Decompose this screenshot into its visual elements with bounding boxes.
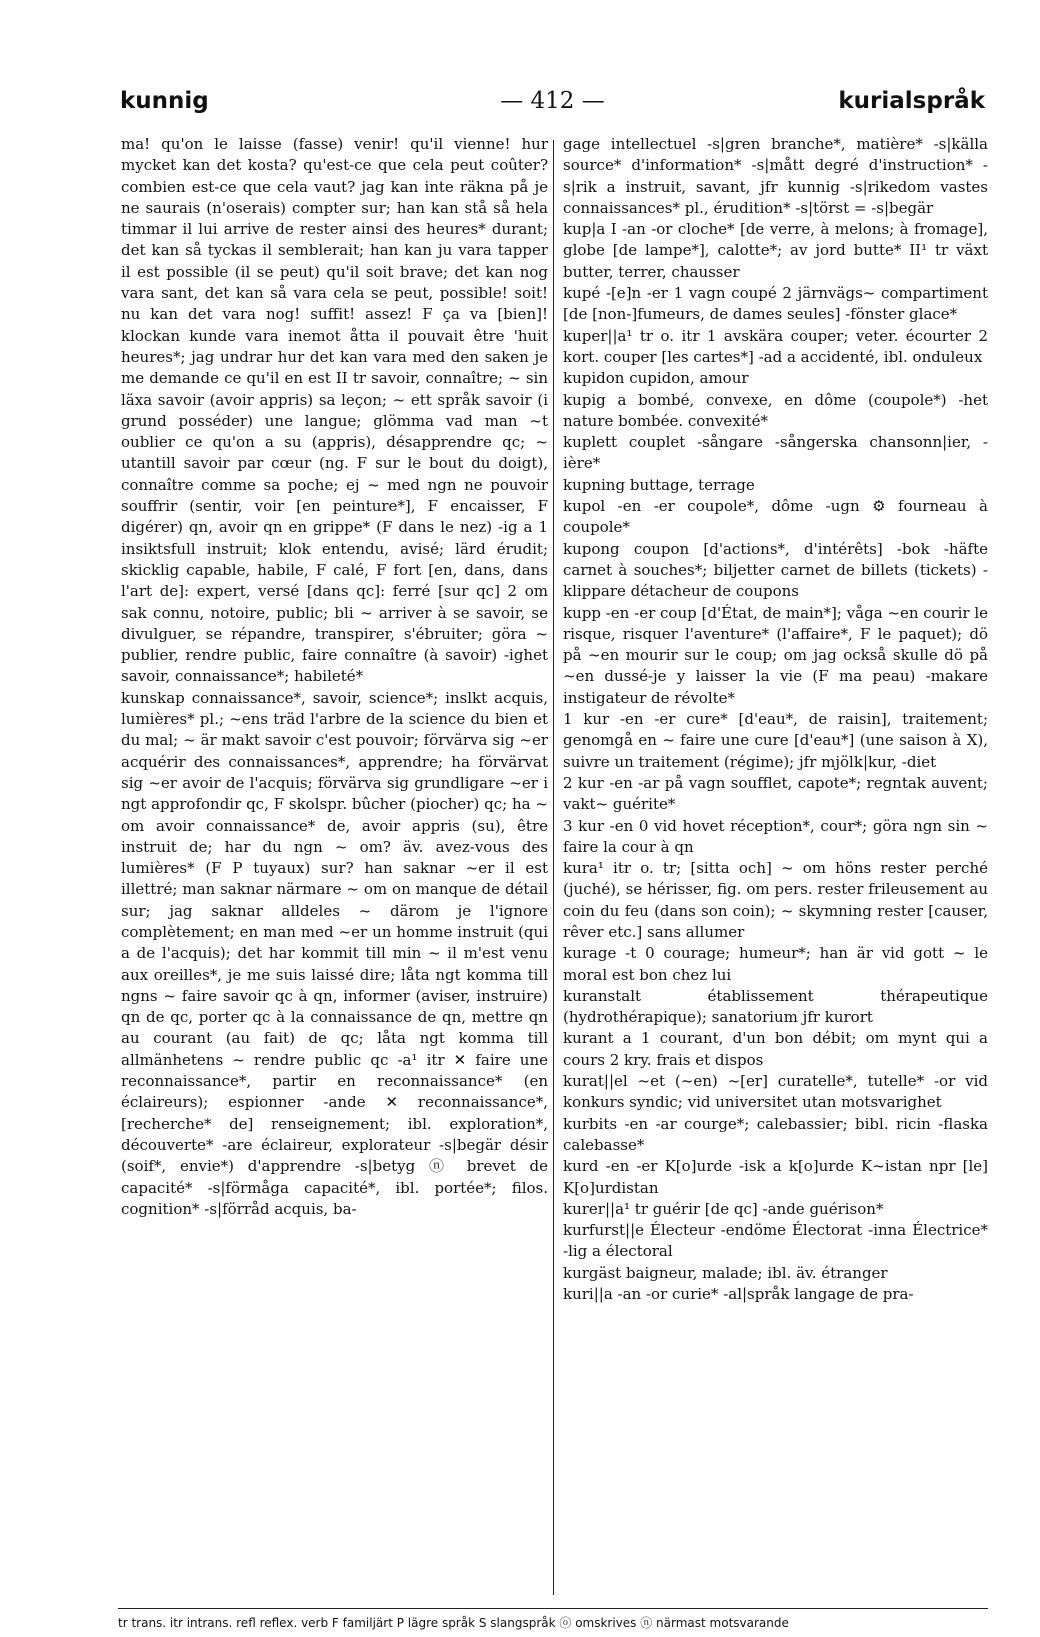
header-left-word: kunnig (120, 88, 209, 114)
right-entry-text: kuper||a¹ tr o. itr 1 avskära couper; veter. écourter 2 kort. couper [les cartes*] -ad a accidenté, ibl. onduleux (563, 326, 988, 366)
column-divider (553, 140, 554, 1595)
right-entry-text: kurd -en -er K[o]urde -isk a k[o]urde K~istan npr [le] K[o]urdistan (563, 1157, 988, 1197)
right-entry-text: kupning buttage, terrage (563, 475, 755, 494)
right-entry-text: kupé -[e]n -er 1 vagn coupé 2 järnvägs~ compartiment [de [non-]fumeurs, de dames seules] -fönster glace* (563, 284, 988, 324)
right-column (563, 134, 988, 1604)
right-entry-text: kurgäst baigneur, malade; ibl. äv. étranger (563, 1263, 888, 1282)
right-entry-text: kuranstalt établissement thérapeutique (hydrothérapique); sanatorium jfr kurort (563, 986, 988, 1027)
right-entry-text: kuplett couplet -sångare -sångerska chansonn|ier, -ière* (563, 433, 988, 473)
right-entry-text: 2 kur -en -ar på vagn soufflet, capote*; regntak auvent; vakt~ guérite* (563, 773, 988, 814)
right-entry-text: kurage -t 0 courage; humeur*; han är vid gott ~ le moral est bon chez lui (563, 944, 988, 984)
left-entry-text: ma! qu'on le laisse (fasse) venir! qu'il vienne! hur mycket kan det kosta? qu'est-ce que cela peut coûter? combien est-ce que cela vaut? jag kan inte räkna på je ne saurais (n'oserais) compter sur; han kan stå så hela timmar il lui arrive de rester ainsi des heures* durant; det kan så tyckas il semblerait; han kan ju vara tapper il est possible (il se peut) qu'il soit brave; det kan nog vara sant, det kan så vara cela se peut, possible! soit! nu kan det vara nog! suffit! assez! F ça va [bien]! klockan kunde vara inemot åtta il pouvait être 'huit heures*; jag undrar hur det kan vara med den saken je me demande ce qu'il en est II tr savoir, connaître; ~ sin läxa savoir (avoir appris) sa leçon; ~ ett språk savoir (i grund posséder) une langue; glömma vad man ~t oublier ce qu'on a su (appris), désapprendre qc; ~ utantill savoir par cœur (ng. F sur le bout du doigt), connaître comme sa poche; ej ~ med ngn ne pouvoir souffrir (sentir, voir [en peinture*], F encaisser, F digérer) qn, avoir qn en grippe* (F dans le nez) -ig a 1 insiktsfull instruit; klok entendu, avisé; lärd érudit; skicklig capable, habile, F calé, F fort [en, dans, dans l'art de]: expert, versé [dans qc]: ferré [sur qc] 2 om sak connu, notoire, public; bli ~ arriver à se savoir, se divulguer, se répandre, transpirer, s'ébruiter; göra ~ publier, rendre public, faire connaître (à savoir) -ighet savoir, connaissance*; habileté* (121, 135, 548, 686)
abbreviation-footer: tr trans. itr intrans. refl reflex. verb F familjärt P lägre språk S slangspråk ⓞ omskrives ⓝ närmast motsvarande (118, 1616, 789, 1630)
right-entry-text: kurbits -en -ar courge*; calebassier; bibl. ricin -flaska calebasse* (563, 1114, 988, 1154)
right-entry-text: kurfurst||e Électeur -endöme Électorat -inna Électrice* -lig a électoral (563, 1221, 988, 1261)
header-right-word: kurialspråk (838, 88, 985, 114)
right-entry-text: gage intellectuel -s|gren branche*, matière* -s|källa source* d'information* -s|mått degré d'instruction* -s|rik a instruit, savant, jfr kunnig -s|rikedom vastes connaissances* pl., érudition* -s|törst = -s|begär (563, 135, 988, 217)
right-entry-text: 3 kur -en 0 vid hovet réception*, cour*; göra ngn sin ~ faire la cour à qn (563, 816, 988, 856)
right-entry-text: kura¹ itr o. tr; [sitta och] ~ om höns rester perché (juché), se hérisser, fig. om pers. rester frileusement au coin du feu (dans son coin); ~ skymning rester [causer, rêver etc.] sans allumer (563, 859, 988, 941)
right-entry-text: kupig a bombé, convexe, en dôme (coupole*) -het nature bombée. convexité* (563, 390, 988, 430)
right-entry-text: kupong coupon [d'actions*, d'intérêts] -bok -häfte carnet à souches*; biljetter carnet de billets (tickets) -klippare détacheur de coupons (563, 539, 988, 601)
left-entry-text: kunskap connaissance*, savoir, science*; inslkt acquis, lumières* pl.; ~ens träd l'arbre de la science du bien et du mal; ~ är makt savoir c'est pouvoir; förvärva sig ~er acquérir des connaissances*, apprendre; ha förvärvat sig ~er avoir de l'acquis; förvärva sig grundligare ~er i ngt approfondir qc, F skolspr. bûcher (piocher) qc; ha ~ om avoir connaissance* de, avoir appris (su), être instruit de; har du ngn ~ om? äv. avez-vous des lumières* (F P tuyaux) sur? han saknar ~er il est illettré; man saknar närmare ~ om on manque de détail sur; jag saknar alldeles ~ därom je l'ignore complètement; en man med ~er un homme instruit (qui a de l'acquis); det har kommit till min ~ il m'est venu aux oreilles*, je me suis laissé dire; låta ngt komma till ngns ~ faire savoir qc à qn, informer (aviser, instruire) qn de qc, porter qc à la connaissance de qn, mettre qn au courant (au fait) de qc; låta ngt komma till allmänhetens ~ rendre public qc -a¹ itr ✕ faire une reconnaissance*, partir en reconnaissance* (en éclaireurs); espionner -ande ✕ reconnaissance*, [recherche* de] renseignement; ibl. exploration*, découverte* -are éclaireur, explorateur -s|begär désir (soif*, envie*) d'apprendre -s|betyg ⓝ brevet de capacité* -s|förmåga capacité*, ibl. portée*; filos. cognition* -s|förråd acquis, ba- (121, 688, 548, 1218)
right-entry-text: kupol -en -er coupole*, dôme -ugn ⚙ fourneau à coupole* (563, 497, 988, 537)
right-entry-text: kupidon cupidon, amour (563, 369, 749, 388)
right-entry-text: kup|a I -an -or cloche* [de verre, à melons; à fromage], globe [de lampe*], calotte*; av jord butte* II¹ tr växt butter, terrer, chausser (563, 220, 988, 281)
right-entry-text: kupp -en -er coup [d'État, de main*]; våga ~en courir le risque, risquer l'aventure* (l'affaire*, F le paquet); dö på ~en mourir sur le coup; om jag också skulle dö på ~en dussé-je y laisser la vie (F ma peau) -makare instigateur de révolte* (563, 603, 988, 707)
page-number: — 412 — (500, 88, 605, 114)
right-entry-text: kurer||a¹ tr guérir [de qc] -ande guérison* (563, 1199, 884, 1218)
right-entry-text: 1 kur -en -er cure* [d'eau*, de raisin], traitement; genomgå en ~ faire une cure [d'eau*] (une saison à X), suivre un traitement (régime); jfr mjölk|kur, -diet (563, 710, 988, 771)
right-entry-text: kurat||el ~et (~en) ~[er] curatelle*, tutelle* -or vid konkurs syndic; vid universitet utan motsvarighet (563, 1072, 988, 1112)
footer-rule (118, 1608, 988, 1609)
left-column (121, 134, 548, 1604)
right-entry-text: kurant a 1 courant, d'un bon débit; om mynt qui a cours 2 kry. frais et dispos (563, 1029, 988, 1069)
right-entry-text: kuri||a -an -or curie* -al|språk langage de pra- (563, 1285, 914, 1304)
running-head (120, 88, 985, 122)
